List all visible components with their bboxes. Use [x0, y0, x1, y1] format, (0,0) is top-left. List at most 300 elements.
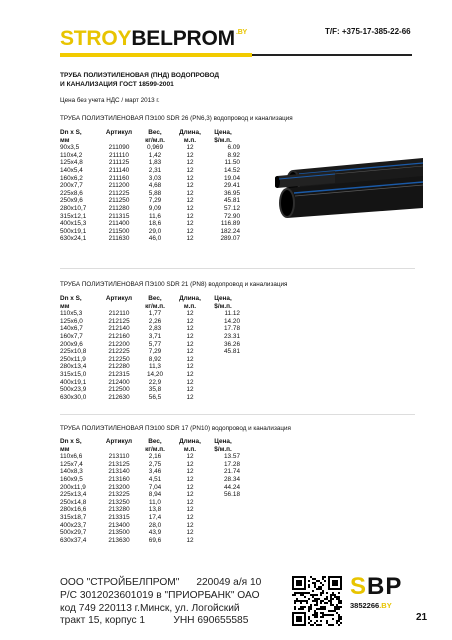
- cell-article: 213160: [108, 475, 130, 483]
- column-header: [174, 295, 206, 310]
- cell-weight: 7,29: [148, 197, 162, 205]
- cell-length: 12: [186, 513, 194, 521]
- cell-weight: 2,16: [148, 453, 162, 461]
- section-title-sdr26: ТРУБА ПОЛИЭТИЛЕНОВАЯ ПЭ100 SDR 26 (PN6,3) водопровод и канализация: [60, 115, 293, 122]
- cell-price: [206, 356, 240, 364]
- cell-weight: 4,68: [148, 182, 162, 190]
- cell-article: 213315: [108, 513, 130, 521]
- cell-weight: 2,31: [148, 166, 162, 174]
- cell-length: 12: [186, 378, 194, 386]
- cell-weight: 4,51: [148, 475, 162, 483]
- price-note: Цена без учета НДС / март 2013 г.: [60, 97, 160, 104]
- cell-weight: 0,969: [147, 144, 163, 152]
- cell-weight: 5,77: [148, 340, 162, 348]
- cell-price: 28.34: [224, 475, 240, 483]
- table-row: [60, 379, 240, 387]
- cell-length: 12: [186, 325, 194, 333]
- cell-length: 12: [186, 521, 194, 529]
- column-header-line: кг/м.п.: [145, 302, 165, 310]
- column-header: [136, 295, 174, 310]
- column-header: [174, 438, 206, 453]
- title-line-1: ТРУБА ПОЛИЭТИЛЕНОВАЯ (ПНД) ВОДОПРОВОД: [60, 72, 220, 79]
- cell-price: [206, 537, 240, 545]
- cell-dn-size: 630x24,1: [60, 235, 87, 243]
- cell-length: 12: [186, 151, 194, 159]
- phone-number: T/F: +375-17-385-22-66: [325, 27, 411, 36]
- cell-dn-size: 200x7,7: [60, 182, 83, 190]
- cell-article: 212280: [108, 363, 130, 371]
- cell-length: 12: [186, 204, 194, 212]
- cell-article: 211250: [108, 197, 130, 205]
- column-header-line: Длина,: [179, 129, 201, 136]
- table-row: [60, 228, 240, 236]
- table-header-row: [60, 438, 240, 453]
- header-rule-yellow: [60, 53, 252, 57]
- table-row: [60, 325, 240, 333]
- pipes-image: [275, 150, 425, 220]
- cell-price: [206, 371, 240, 379]
- cell-length: 12: [186, 182, 194, 190]
- cell-price: 182.24: [220, 227, 240, 235]
- cell-weight: 2,75: [148, 460, 162, 468]
- cell-length: 12: [186, 506, 194, 514]
- column-header-line: $/м.п.: [214, 445, 232, 453]
- table-row: [60, 205, 240, 213]
- column-header-line: Цена,: [214, 438, 232, 445]
- table-row: [60, 453, 240, 461]
- column-header-line: Артикул: [105, 129, 133, 136]
- column-header: [102, 295, 136, 310]
- cell-price: 21.74: [224, 468, 240, 476]
- cell-article: 212315: [108, 370, 130, 378]
- cell-dn-size: 160x9,5: [60, 475, 83, 483]
- cell-length: 12: [186, 536, 194, 544]
- cell-price: 17.78: [224, 325, 240, 333]
- column-header: [60, 438, 102, 453]
- table-row: [60, 318, 240, 326]
- table-row: [60, 197, 240, 205]
- cell-article: 211630: [108, 235, 130, 243]
- sbp-site-domain: .BY: [379, 601, 392, 610]
- cell-price: 19.04: [224, 174, 240, 182]
- cell-weight: 8,92: [148, 355, 162, 363]
- cell-price: [206, 499, 240, 507]
- table-row: [60, 356, 240, 364]
- column-header: [206, 295, 240, 310]
- cell-article: 213280: [108, 506, 130, 514]
- column-header-line: Dn x S,: [60, 295, 82, 302]
- cell-length: 12: [186, 460, 194, 468]
- cell-weight: 17,4: [148, 513, 162, 521]
- cell-article: 211125: [108, 159, 130, 167]
- cell-dn-size: 400x23,7: [60, 521, 87, 529]
- column-header-line: $/м.п.: [214, 302, 232, 310]
- cell-weight: 2,26: [148, 317, 162, 325]
- table-row: [60, 363, 240, 371]
- cell-dn-size: 500x29,7: [60, 529, 87, 537]
- column-header: [174, 129, 206, 144]
- cell-length: 12: [186, 348, 194, 356]
- cell-dn-size: 250x14,8: [60, 498, 87, 506]
- table-row: [60, 461, 240, 469]
- table-row: [60, 167, 240, 175]
- cell-price: 45.81: [224, 348, 240, 356]
- section-title-sdr17: ТРУБА ПОЛИЭТИЛЕНОВАЯ ПЭ100 SDR 17 (PN10) водопровод и канализация: [60, 425, 291, 432]
- cell-length: 12: [186, 483, 194, 491]
- column-header-line: мм: [60, 445, 70, 453]
- cell-dn-size: 140x8,3: [60, 468, 83, 476]
- cell-dn-size: 110x4,2: [60, 151, 83, 159]
- page-number: 21: [416, 612, 428, 623]
- cell-price: 11.12: [224, 310, 240, 318]
- cell-price: [206, 379, 240, 387]
- cell-price: 14.20: [224, 317, 240, 325]
- cell-dn-size: 280x10,7: [60, 204, 87, 212]
- cell-price: [206, 394, 240, 402]
- table-row: [60, 175, 240, 183]
- table-sdr26: [60, 129, 240, 243]
- column-header: [136, 438, 174, 453]
- table-row: [60, 213, 240, 221]
- section-title-sdr21: ТРУБА ПОЛИЭТИЛЕНОВАЯ ПЭ100 SDR 21 (PN8) водопровод и канализация: [60, 281, 288, 288]
- column-header-line: м.п.: [183, 445, 197, 453]
- cell-weight: 9,09: [148, 204, 162, 212]
- cell-price: 11.50: [224, 159, 240, 167]
- cell-weight: 1,42: [148, 151, 162, 159]
- table-sdr17: [60, 438, 240, 544]
- cell-price: [206, 386, 240, 394]
- sbp-logo: [350, 574, 402, 600]
- cell-article: 213140: [108, 468, 130, 476]
- cell-price: 72.90: [224, 212, 240, 220]
- cell-price: [206, 514, 240, 522]
- table-row: [60, 190, 240, 198]
- cell-weight: 18,6: [148, 220, 162, 228]
- cell-article: 212125: [108, 317, 130, 325]
- cell-price: 36.95: [224, 189, 240, 197]
- cell-dn-size: 125x4,8: [60, 159, 83, 167]
- cell-dn-size: 280x13,4: [60, 363, 87, 371]
- cell-dn-size: 160x6,2: [60, 174, 83, 182]
- cell-article: 213225: [108, 491, 130, 499]
- cell-price: 57.12: [224, 204, 240, 212]
- cell-article: 212400: [108, 378, 130, 386]
- cell-dn-size: 125x7,4: [60, 460, 83, 468]
- cell-length: 12: [186, 166, 194, 174]
- cell-price: 289.07: [220, 235, 240, 243]
- cell-weight: 11,3: [149, 363, 161, 371]
- cell-length: 12: [186, 212, 194, 220]
- column-header: [102, 438, 136, 453]
- cell-weight: 46,0: [148, 235, 162, 243]
- logo-suffix: .BY: [235, 29, 248, 36]
- cell-article: 211200: [108, 182, 130, 190]
- cell-length: 12: [186, 174, 194, 182]
- column-header-line: Dn x S,: [60, 129, 82, 136]
- column-header-line: кг/м.п.: [145, 136, 165, 144]
- cell-dn-size: 225x8,6: [60, 189, 83, 197]
- cell-weight: 3,71: [148, 332, 162, 340]
- cell-price: 56.18: [224, 491, 240, 499]
- cell-article: 212140: [108, 325, 130, 333]
- table-row: [60, 144, 240, 152]
- cell-dn-size: 630x37,4: [60, 536, 87, 544]
- cell-length: 12: [186, 475, 194, 483]
- cell-length: 12: [186, 159, 194, 167]
- cell-dn-size: 250x11,9: [60, 355, 86, 363]
- table-row: [60, 348, 240, 356]
- cell-length: 12: [186, 220, 194, 228]
- cell-length: 12: [186, 491, 194, 499]
- column-header-line: Длина,: [179, 438, 201, 445]
- cell-article: 212160: [108, 332, 130, 340]
- column-header-line: Цена,: [214, 129, 232, 136]
- cell-weight: 29,0: [148, 227, 162, 235]
- document-title: [60, 71, 360, 89]
- cell-article: 211315: [108, 212, 130, 220]
- cell-weight: 69,6: [148, 536, 162, 544]
- column-header-line: [102, 137, 136, 145]
- cell-article: 212225: [108, 348, 130, 356]
- cell-weight: 3,46: [148, 468, 162, 476]
- cell-weight: 1,77: [148, 310, 162, 318]
- cell-length: 12: [186, 370, 194, 378]
- cell-dn-size: 315x18,7: [60, 513, 87, 521]
- column-header-line: Вес,: [148, 438, 162, 445]
- cell-dn-size: 140x6,7: [60, 325, 83, 333]
- cell-article: 212500: [108, 386, 130, 394]
- cell-dn-size: 110x5,3: [60, 310, 83, 318]
- column-header-line: мм: [60, 302, 70, 310]
- footer-line-4: тракт 15, корпус 1 УНН 690655585: [60, 615, 249, 627]
- column-header-line: мм: [60, 136, 70, 144]
- cell-weight: 2,83: [148, 325, 162, 333]
- cell-price: 29.41: [224, 182, 240, 190]
- cell-dn-size: 140x5,4: [60, 166, 83, 174]
- cell-price: [206, 522, 240, 530]
- header-rule-black: [252, 54, 412, 56]
- column-header-line: Длина,: [179, 295, 201, 302]
- table-row: [60, 220, 240, 228]
- column-header-line: м.п.: [183, 302, 197, 310]
- table-row: [60, 310, 240, 318]
- cell-dn-size: 500x19,1: [60, 227, 87, 235]
- cell-length: 12: [186, 393, 194, 401]
- column-header-line: Вес,: [148, 295, 162, 302]
- footer-line-1: ООО "СТРОЙБЕЛПРОМ" 220049 а/я 10: [60, 577, 262, 588]
- logo-part-stroy: STROY: [60, 27, 132, 50]
- cell-price: [206, 363, 240, 371]
- cell-dn-size: 500x23,9: [60, 386, 87, 394]
- column-header: [60, 295, 102, 310]
- table-row: [60, 537, 240, 545]
- cell-length: 12: [186, 332, 194, 340]
- column-header-line: Вес,: [148, 129, 162, 136]
- cell-length: 12: [186, 144, 194, 152]
- cell-article: 211090: [108, 144, 130, 152]
- cell-dn-size: 225x10,8: [60, 348, 87, 356]
- footer-line-3: код 749 220113 г.Минск, ул. Логойский: [60, 602, 240, 614]
- cell-dn-size: 400x19,1: [60, 378, 87, 386]
- cell-dn-size: 400x15,3: [60, 220, 87, 228]
- cell-weight: 11,0: [149, 498, 161, 506]
- table-row: [60, 152, 240, 160]
- cell-article: 213110: [108, 453, 130, 461]
- cell-price: 6.09: [227, 144, 240, 152]
- cell-length: 12: [186, 235, 194, 243]
- table-row: [60, 522, 240, 530]
- column-header-line: Артикул: [105, 438, 133, 445]
- cell-length: 12: [186, 317, 194, 325]
- cell-price: 17.28: [224, 460, 240, 468]
- column-header-line: $/м.п.: [214, 136, 232, 144]
- cell-weight: 13,8: [148, 506, 162, 514]
- cell-article: 212250: [108, 355, 130, 363]
- table-sdr21: [60, 295, 240, 401]
- table-row: [60, 468, 240, 476]
- cell-article: 211160: [108, 174, 130, 182]
- cell-price: 8.92: [227, 151, 240, 159]
- table-row: [60, 499, 240, 507]
- cell-price: 14.52: [224, 166, 240, 174]
- cell-length: 12: [186, 468, 194, 476]
- cell-weight: 3,03: [148, 174, 162, 182]
- cell-length: 12: [186, 355, 194, 363]
- cell-article: 212630: [108, 393, 130, 401]
- table-row: [60, 159, 240, 167]
- cell-length: 12: [186, 453, 194, 461]
- cell-length: 12: [186, 227, 194, 235]
- table-row: [60, 484, 240, 492]
- section-divider: [60, 268, 415, 269]
- cell-price: 45.81: [224, 197, 240, 205]
- cell-weight: 8,94: [148, 491, 162, 499]
- cell-dn-size: 125x6,0: [60, 317, 83, 325]
- cell-price: 44.24: [224, 483, 240, 491]
- cell-price: 13.57: [224, 453, 240, 461]
- table-row: [60, 235, 240, 243]
- column-header-line: [102, 303, 136, 311]
- cell-weight: 56,5: [148, 393, 162, 401]
- footer-line-2: Р/С 3012023601019 в "ПРИОРБАНК" ОАО: [60, 589, 260, 601]
- cell-article: 213400: [108, 521, 130, 529]
- table-row: [60, 341, 240, 349]
- cell-dn-size: 90x3,5: [60, 144, 80, 152]
- table-row: [60, 371, 240, 379]
- table-row: [60, 491, 240, 499]
- company-details: [60, 577, 261, 628]
- brand-logo: [60, 24, 247, 51]
- column-header: [206, 438, 240, 453]
- cell-dn-size: 250x9,6: [60, 197, 83, 205]
- cell-dn-size: 280x16,6: [60, 506, 87, 514]
- cell-weight: 7,04: [148, 483, 162, 491]
- cell-price: 23.31: [224, 332, 240, 340]
- cell-weight: 28,0: [148, 521, 162, 529]
- column-header-line: Артикул: [105, 295, 133, 302]
- cell-dn-size: 200x11,9: [60, 483, 86, 491]
- cell-dn-size: 315x15,0: [60, 370, 87, 378]
- column-header-line: кг/м.п.: [145, 445, 165, 453]
- cell-dn-size: 160x7,7: [60, 332, 83, 340]
- cell-dn-size: 315x12,1: [60, 212, 87, 220]
- table-row: [60, 506, 240, 514]
- cell-article: 213630: [108, 536, 130, 544]
- cell-weight: 35,8: [148, 386, 162, 394]
- cell-article: 211280: [108, 204, 130, 212]
- cell-article: 213250: [108, 498, 130, 506]
- cell-length: 12: [186, 340, 194, 348]
- cell-length: 12: [186, 310, 194, 318]
- cell-article: 211140: [108, 166, 130, 174]
- column-header: [206, 129, 240, 144]
- table-header-row: [60, 129, 240, 144]
- table-row: [60, 182, 240, 190]
- cell-weight: 22,9: [148, 378, 162, 386]
- cell-price: [206, 529, 240, 537]
- cell-article: 211400: [108, 220, 130, 228]
- sbp-site-number: 3852266: [350, 601, 380, 610]
- cell-price: 36.26: [224, 340, 240, 348]
- cell-dn-size: 200x9,6: [60, 340, 83, 348]
- cell-length: 12: [186, 197, 194, 205]
- cell-weight: 5,88: [148, 189, 162, 197]
- column-header-line: Цена,: [214, 295, 232, 302]
- cell-weight: 43,9: [148, 529, 162, 537]
- cell-dn-size: 110x6,6: [60, 453, 83, 461]
- section-divider: [60, 414, 415, 415]
- cell-article: 213125: [108, 460, 130, 468]
- column-header-line: [102, 446, 136, 454]
- table-row: [60, 386, 240, 394]
- logo-part-belprom: BELPROM: [131, 27, 235, 50]
- cell-length: 12: [186, 363, 194, 371]
- cell-article: 211110: [109, 151, 129, 159]
- cell-weight: 11,6: [149, 212, 161, 220]
- cell-length: 12: [186, 498, 194, 506]
- table-row: [60, 529, 240, 537]
- cell-weight: 14,20: [147, 370, 163, 378]
- column-header-line: м.п.: [183, 136, 197, 144]
- cell-article: 212200: [108, 340, 130, 348]
- cell-article: 212110: [108, 310, 130, 318]
- cell-article: 211500: [108, 227, 130, 235]
- header: [0, 18, 452, 58]
- table-row: [60, 514, 240, 522]
- table-row: [60, 394, 240, 402]
- cell-weight: 7,29: [148, 348, 162, 356]
- qr-code[interactable]: [292, 576, 342, 626]
- column-header: [136, 129, 174, 144]
- cell-length: 12: [186, 189, 194, 197]
- cell-article: 211225: [108, 189, 130, 197]
- column-header: [102, 129, 136, 144]
- sbp-letter-s: S: [350, 573, 368, 600]
- column-header: [60, 129, 102, 144]
- cell-length: 12: [186, 386, 194, 394]
- cell-article: 213500: [108, 529, 130, 537]
- cell-article: 213200: [108, 483, 130, 491]
- cell-dn-size: 630x30,0: [60, 393, 87, 401]
- table-row: [60, 333, 240, 341]
- cell-price: 116.89: [220, 220, 240, 228]
- sbp-site: [350, 601, 392, 610]
- title-line-2: И КАНАЛИЗАЦИЯ ГОСТ 18599-2001: [60, 81, 174, 88]
- cell-weight: 1,83: [148, 159, 162, 167]
- cell-length: 12: [186, 529, 194, 537]
- sbp-letters-bp: BP: [367, 573, 403, 600]
- cell-price: [206, 506, 240, 514]
